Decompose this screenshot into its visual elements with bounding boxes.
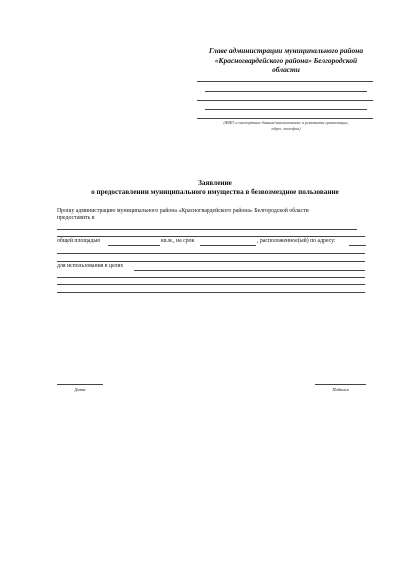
property-field-line-2[interactable] xyxy=(57,236,365,237)
document-subtitle: о предоставлении муниципального имущества в безвозмездное пользование xyxy=(91,188,339,196)
applicant-field-line-5[interactable] xyxy=(197,118,373,119)
applicant-field-line-1[interactable] xyxy=(197,81,373,82)
addressee-line-1: Главе администрации муниципального района xyxy=(208,46,364,55)
purpose-field-line-3[interactable] xyxy=(57,292,365,293)
purpose-label: для использования в целях xyxy=(57,263,124,269)
document-title: Заявление xyxy=(198,179,232,187)
area-label: общей площадью xyxy=(57,238,101,244)
date-label: Дата xyxy=(74,387,86,392)
addressee-line-3: области xyxy=(272,65,300,74)
purpose-field-line-2[interactable] xyxy=(57,284,365,285)
applicant-field-line-3[interactable] xyxy=(197,100,373,101)
purpose-field-line-1[interactable] xyxy=(57,277,365,278)
request-text-line-1: Прошу администрацию муниципального района «Красногвардейского района» Белгородской области xyxy=(57,208,309,214)
applicant-note-line-2: адрес, телефон) xyxy=(271,126,301,131)
request-text-line-2: предоставить в xyxy=(57,215,95,221)
property-field-line-1[interactable] xyxy=(57,229,357,230)
date-field[interactable] xyxy=(57,384,103,385)
purpose-field-inline[interactable] xyxy=(134,270,365,271)
address-field-inline[interactable] xyxy=(349,245,366,246)
applicant-field-line-2[interactable] xyxy=(205,91,367,92)
address-field-line-1[interactable] xyxy=(57,253,365,254)
area-unit-label: кв.м., на срок xyxy=(161,238,195,244)
addressee-line-2: «Красногвардейского района» Белгородской xyxy=(214,55,358,65)
term-field[interactable] xyxy=(200,245,256,246)
signature-label: Подпись xyxy=(332,387,349,392)
address-field-line-2[interactable] xyxy=(57,261,365,262)
applicant-field-line-4[interactable] xyxy=(205,109,367,110)
address-label: , расположенное(ый) по адресу: xyxy=(257,238,336,244)
applicant-note-line-1: (ФИО и паспортные данные/наименование и реквизиты организации, xyxy=(223,120,349,125)
area-field[interactable] xyxy=(108,245,160,246)
signature-field[interactable] xyxy=(315,384,366,385)
